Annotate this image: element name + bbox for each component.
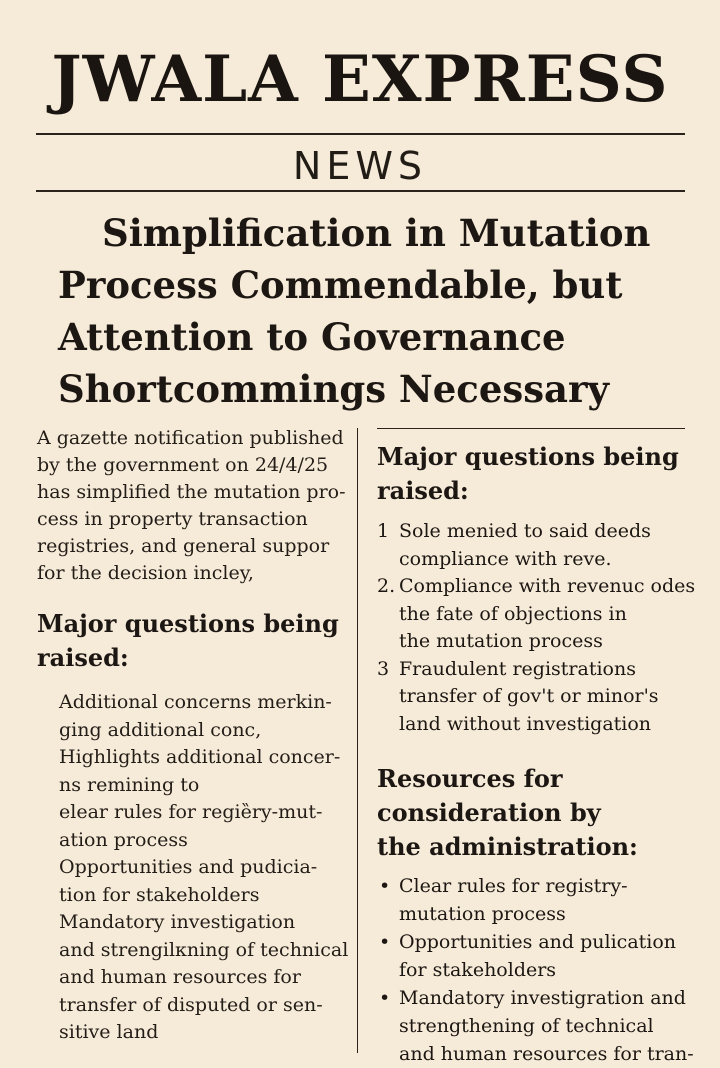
resource-item [377,872,697,928]
masthead-rule-top [36,133,685,135]
headline [58,207,678,415]
question-line: the mutation process [399,630,603,652]
question-line: land without investigation [399,712,652,735]
question-line: the fate of objections in [399,602,627,625]
question-number: 2. [377,575,396,597]
question-number: 3 [377,657,390,680]
concern-line: sitive land [59,1021,159,1043]
question-line: compliance with reve. [399,547,612,570]
resource-line: Clear rules for registry- [399,875,628,897]
question-number: 1 [377,520,390,542]
left-subhead-line: Major questions being [37,609,339,638]
resource-line: mutation process [399,903,566,925]
question-item [377,573,697,656]
headline-line: Process Commendable, but [58,263,623,307]
right-subhead-line: Major questions being [377,442,679,471]
left-subhead-line: raised: [37,643,129,672]
concern-line: Opportunities and pudicia- [59,856,318,878]
question-line: Sole menied to said deeds [399,520,651,542]
intro-line: has simplified the mutation pro- [37,481,346,503]
concern-line: and strengilκning of technical [59,938,349,961]
section-label: NEWS [292,144,428,188]
question-item [377,656,697,739]
right-subhead [377,440,697,508]
concern-line: Highlights additional concer- [59,746,341,768]
headline-line: Attention to Governance [58,315,566,359]
resources-heading [377,762,697,864]
resource-line: and human resources for tran- [399,1043,694,1065]
concern-line: Additional concerns merkin- [59,691,332,713]
left-column [37,425,357,1047]
resources-heading-line: consideration by [377,798,601,827]
resource-line: for stakeholders [399,959,557,981]
concern-line: and human resources for [59,966,301,988]
column-divider [357,428,358,1053]
concern-line: ns remining to [59,773,200,796]
concern-line: ation process [59,828,188,851]
resource-item [377,928,697,984]
intro-line: by the government on 24/4/25 [37,454,329,476]
concern-line: tion for stakeholders [59,883,260,906]
concerns-paragraph [37,689,357,1047]
resources-heading-line: Resources for [377,764,563,793]
masthead-rule-bottom [36,190,685,192]
right-subhead-line: raised: [377,476,469,505]
concern-line: Mandatory investigation [59,911,296,933]
resource-item [377,984,697,1068]
right-column [377,440,697,1068]
resources-list [377,872,697,1068]
concern-line: transfer of disputed or sen- [59,993,323,1016]
bullet-icon: • [379,987,391,1009]
intro-paragraph [37,425,357,587]
question-item [377,518,697,573]
intro-line: cess in property transaction [37,508,308,530]
resource-line: strengthening of technical [399,1015,654,1037]
concern-line: elear rules for regiȅry-mut- [59,801,323,823]
headline-line: Shortcommings Necessary [58,367,609,411]
bullet-icon: • [379,931,391,953]
left-subhead [37,607,357,675]
resources-heading-line: the administration: [377,832,638,861]
questions-list [377,518,697,738]
resource-line: Opportunities and pulication [399,931,677,953]
intro-line: for the decision incley, [37,562,254,584]
concern-line: ging additional conc, [59,718,262,741]
headline-line: Simplification in Mutation [102,211,651,255]
question-line: Fraudulent registrations [399,657,636,680]
question-line: transfer of gov't or minor's [399,685,659,707]
question-line: Compliance with revenuc odes [399,575,696,597]
intro-line: A gazette notification published [37,427,344,449]
masthead-title: JWALA EXPRESS [51,42,669,117]
bullet-icon: • [379,875,391,897]
right-column-top-rule [377,428,685,429]
resource-line: Mandatory investigration and [399,987,686,1009]
intro-line: registries, and general suppor [37,535,330,557]
